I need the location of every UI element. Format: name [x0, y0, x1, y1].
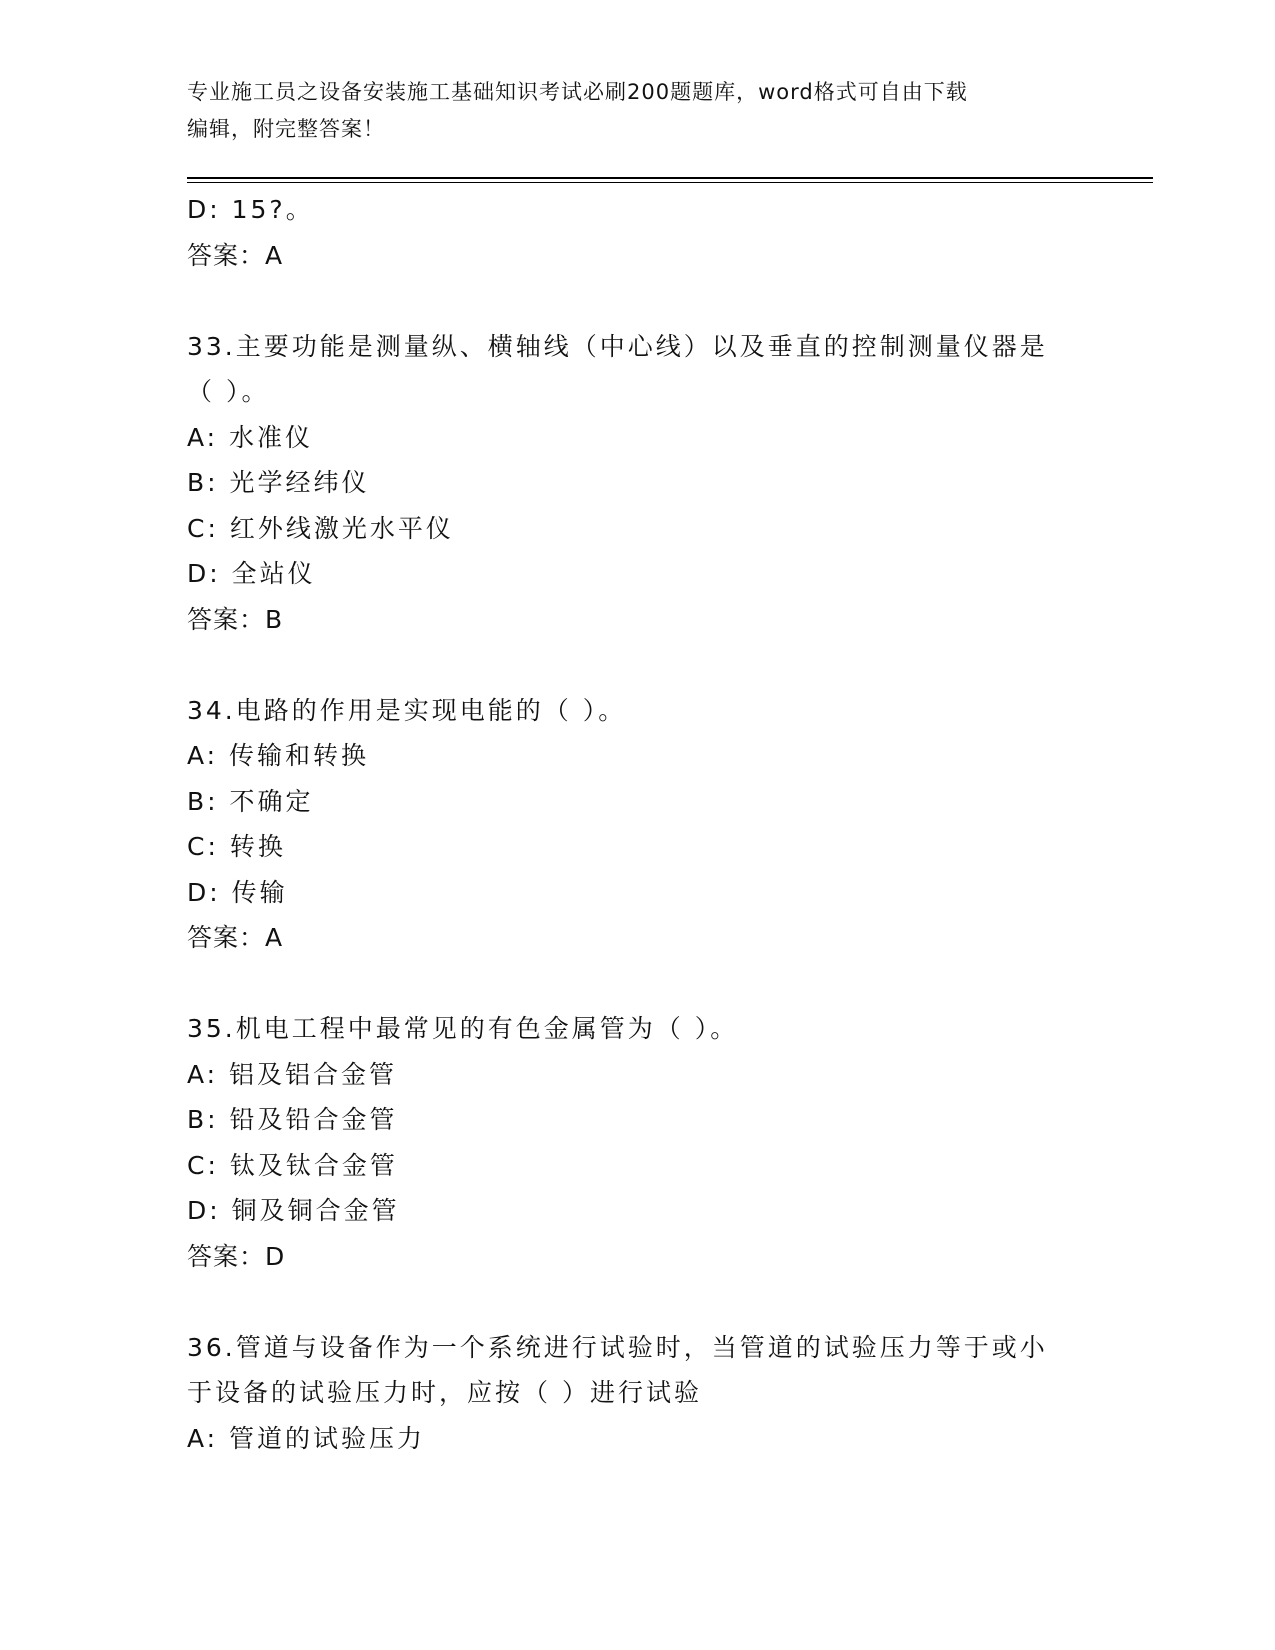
question-34-option-c: C: 转换	[187, 832, 286, 861]
question-33-option-c: C: 红外线激光水平仪	[187, 513, 454, 543]
header-divider-thin	[187, 182, 1153, 183]
question-35-option-c: C: 钛及钛合金管	[187, 1150, 398, 1180]
question-35-option-a: A: 铝及铝合金管	[187, 1059, 398, 1089]
prev-answer: 答案：A	[187, 240, 284, 270]
spacer	[187, 961, 1087, 1007]
spacer	[187, 1279, 1087, 1325]
question-33-stem-line-2: （ ）。	[187, 377, 270, 406]
question-35-option-d: D: 铜及铜合金管	[187, 1196, 400, 1225]
spacer	[187, 642, 1087, 688]
question-35	[187, 1006, 1087, 1279]
question-36-stem-line-2: 于设备的试验压力时，应按（ ）进行试验	[187, 1378, 702, 1407]
question-33-stem-line-1: 33.主要功能是测量纵、横轴线（中心线）以及垂直的控制测量仪器是	[187, 331, 1048, 361]
header-divider-thick	[187, 177, 1153, 179]
question-35-option-b: B: 铅及铅合金管	[187, 1105, 398, 1134]
question-33-option-b: B: 光学经纬仪	[187, 468, 370, 497]
question-34-option-a: A: 传输和转换	[187, 741, 370, 770]
question-35-stem-line-1: 35.机电工程中最常见的有色金属管为（ ）。	[187, 1014, 739, 1043]
question-33-answer: 答案：B	[187, 604, 284, 634]
question-33-option-a: A: 水准仪	[187, 422, 314, 452]
page-header	[187, 74, 1087, 148]
question-33-option-d: D: 全站仪	[187, 559, 316, 588]
spacer	[187, 278, 1087, 324]
question-34-answer: 答案：A	[187, 923, 284, 952]
question-34-option-b: B: 不确定	[187, 786, 314, 816]
header-title-line-2: 编辑，附完整答案！	[187, 117, 385, 141]
prev-option-d: D: 15?。	[187, 195, 314, 224]
question-36	[187, 1325, 1087, 1462]
question-36-option-a: A: 管道的试验压力	[187, 1423, 426, 1453]
question-34	[187, 688, 1087, 961]
question-34-stem-line-1: 34.电路的作用是实现电能的（ ）。	[187, 695, 627, 725]
question-36-stem-line-1: 36.管道与设备作为一个系统进行试验时，当管道的试验压力等于或小	[187, 1332, 1048, 1362]
question-list	[187, 187, 1087, 1461]
question-34-option-d: D: 传输	[187, 877, 288, 907]
header-title-line-1: 专业施工员之设备安装施工基础知识考试必刷200题题库，word格式可自由下载	[187, 80, 968, 104]
question-33	[187, 324, 1087, 643]
question-35-answer: 答案：D	[187, 1241, 286, 1271]
